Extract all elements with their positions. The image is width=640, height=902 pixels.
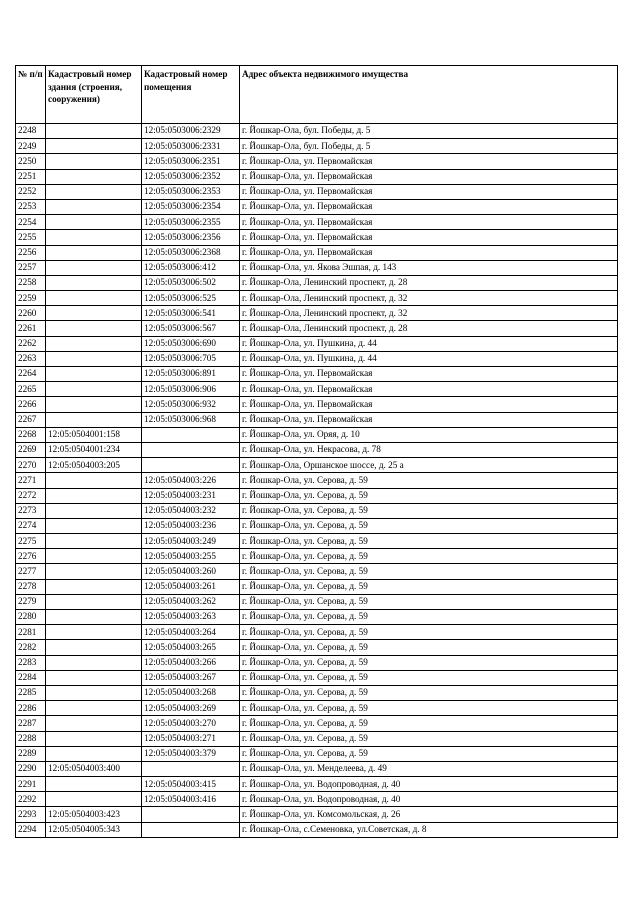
table-row — [16, 534, 618, 549]
building-cadastral-cell — [46, 397, 142, 412]
building-cadastral-cell — [46, 564, 142, 579]
row-number-cell: 2266 — [16, 397, 46, 412]
row-number-cell: 2265 — [16, 382, 46, 397]
table-row — [16, 761, 618, 776]
room-cadastral-cell: 12:05:0504003:267 — [142, 670, 240, 685]
room-cadastral-cell — [142, 458, 240, 473]
address-cell: г. Йошкар-Ола, Оршанское шоссе, д. 25 а — [240, 458, 618, 473]
room-cadastral-cell: 12:05:0504003:232 — [142, 503, 240, 518]
address-cell: г. Йошкар-Ола, ул. Менделеева, д. 49 — [240, 761, 618, 776]
address-cell: г. Йошкар-Ола, бул. Победы, д. 5 — [240, 139, 618, 154]
table-body — [16, 124, 618, 838]
row-number-cell: 2283 — [16, 655, 46, 670]
row-number-cell: 2257 — [16, 260, 46, 275]
row-number-cell: 2252 — [16, 184, 46, 199]
building-cadastral-cell: 12:05:0504001:158 — [46, 427, 142, 442]
row-number-cell: 2263 — [16, 351, 46, 366]
row-number-cell: 2281 — [16, 625, 46, 640]
room-cadastral-cell: 12:05:0504003:236 — [142, 518, 240, 533]
room-cadastral-cell: 12:05:0503006:891 — [142, 367, 240, 382]
building-cadastral-cell — [46, 685, 142, 700]
table-row — [16, 230, 618, 245]
building-cadastral-cell — [46, 184, 142, 199]
address-cell: г. Йошкар-Ола, ул. Некрасова, д. 78 — [240, 442, 618, 457]
row-number-cell: 2292 — [16, 792, 46, 807]
address-cell: г. Йошкар-Ола, ул. Серова, д. 59 — [240, 488, 618, 503]
building-cadastral-cell — [46, 412, 142, 427]
building-cadastral-cell — [46, 534, 142, 549]
room-cadastral-cell: 12:05:0503006:2356 — [142, 230, 240, 245]
row-number-cell: 2293 — [16, 807, 46, 822]
room-cadastral-cell: 12:05:0504003:264 — [142, 625, 240, 640]
building-cadastral-cell: 12:05:0504001:234 — [46, 442, 142, 457]
table-row — [16, 518, 618, 533]
row-number-cell: 2276 — [16, 549, 46, 564]
table-row — [16, 610, 618, 625]
building-cadastral-cell — [46, 154, 142, 169]
building-cadastral-cell — [46, 488, 142, 503]
table-row — [16, 215, 618, 230]
address-cell: г. Йошкар-Ола, ул. Первомайская — [240, 184, 618, 199]
address-cell: г. Йошкар-Ола, ул. Первомайская — [240, 169, 618, 184]
room-cadastral-cell: 12:05:0504003:260 — [142, 564, 240, 579]
row-number-cell: 2253 — [16, 199, 46, 214]
row-number-cell: 2279 — [16, 594, 46, 609]
room-cadastral-cell: 12:05:0503006:690 — [142, 336, 240, 351]
row-number-cell: 2248 — [16, 124, 46, 139]
address-cell: г. Йошкар-Ола, ул. Первомайская — [240, 367, 618, 382]
row-number-cell: 2282 — [16, 640, 46, 655]
table-row — [16, 260, 618, 275]
room-cadastral-cell: 12:05:0503006:932 — [142, 397, 240, 412]
table-row — [16, 670, 618, 685]
address-cell: г. Йошкар-Ола, Ленинский проспект, д. 28 — [240, 275, 618, 290]
building-cadastral-cell — [46, 518, 142, 533]
room-cadastral-cell — [142, 761, 240, 776]
row-number-cell: 2288 — [16, 731, 46, 746]
address-cell: г. Йошкар-Ола, ул. Серова, д. 59 — [240, 746, 618, 761]
building-cadastral-cell — [46, 139, 142, 154]
address-cell: г. Йошкар-Ола, ул. Серова, д. 59 — [240, 670, 618, 685]
building-cadastral-cell — [46, 792, 142, 807]
address-cell: г. Йошкар-Ола, ул. Первомайская — [240, 382, 618, 397]
building-cadastral-cell — [46, 124, 142, 139]
building-cadastral-cell — [46, 625, 142, 640]
room-cadastral-cell: 12:05:0503006:2329 — [142, 124, 240, 139]
table-row — [16, 199, 618, 214]
room-cadastral-cell: 12:05:0504003:271 — [142, 731, 240, 746]
room-cadastral-cell: 12:05:0503006:567 — [142, 321, 240, 336]
room-cadastral-cell: 12:05:0503006:968 — [142, 412, 240, 427]
building-cadastral-cell — [46, 230, 142, 245]
row-number-cell: 2285 — [16, 685, 46, 700]
table-row — [16, 427, 618, 442]
building-cadastral-cell — [46, 701, 142, 716]
row-number-cell: 2249 — [16, 139, 46, 154]
table-row — [16, 488, 618, 503]
address-cell: г. Йошкар-Ола, ул. Первомайская — [240, 230, 618, 245]
room-cadastral-cell: 12:05:0503006:705 — [142, 351, 240, 366]
row-number-cell: 2268 — [16, 427, 46, 442]
address-cell: г. Йошкар-Ола, ул. Первомайская — [240, 199, 618, 214]
building-cadastral-cell — [46, 260, 142, 275]
address-cell: г. Йошкар-Ола, ул. Водопроводная, д. 40 — [240, 792, 618, 807]
room-cadastral-cell: 12:05:0504003:263 — [142, 610, 240, 625]
room-cadastral-cell: 12:05:0503006:2355 — [142, 215, 240, 230]
building-cadastral-cell — [46, 336, 142, 351]
address-cell: г. Йошкар-Ола, ул. Первомайская — [240, 215, 618, 230]
row-number-cell: 2254 — [16, 215, 46, 230]
room-cadastral-cell: 12:05:0504003:261 — [142, 579, 240, 594]
row-number-cell: 2258 — [16, 275, 46, 290]
room-cadastral-cell: 12:05:0503006:2351 — [142, 154, 240, 169]
table-row — [16, 382, 618, 397]
row-number-cell: 2256 — [16, 245, 46, 260]
building-cadastral-cell — [46, 275, 142, 290]
building-cadastral-cell — [46, 215, 142, 230]
address-cell: г. Йошкар-Ола, ул. Серова, д. 59 — [240, 579, 618, 594]
room-cadastral-cell: 12:05:0504003:249 — [142, 534, 240, 549]
building-cadastral-cell — [46, 382, 142, 397]
address-cell: г. Йошкар-Ола, ул. Оряя, д. 10 — [240, 427, 618, 442]
table-row — [16, 397, 618, 412]
table-row — [16, 792, 618, 807]
table-row — [16, 321, 618, 336]
table-row — [16, 625, 618, 640]
table-header-row — [16, 66, 618, 124]
address-cell: г. Йошкар-Ола, ул. Серова, д. 59 — [240, 473, 618, 488]
building-cadastral-cell: 12:05:0504003:400 — [46, 761, 142, 776]
row-number-cell: 2286 — [16, 701, 46, 716]
building-cadastral-cell — [46, 199, 142, 214]
table-row — [16, 777, 618, 792]
table-row — [16, 412, 618, 427]
address-cell: г. Йошкар-Ола, ул. Серова, д. 59 — [240, 564, 618, 579]
row-number-cell: 2272 — [16, 488, 46, 503]
room-cadastral-cell: 12:05:0504003:265 — [142, 640, 240, 655]
building-cadastral-cell — [46, 746, 142, 761]
table-row — [16, 275, 618, 290]
building-cadastral-cell — [46, 367, 142, 382]
room-cadastral-cell: 12:05:0503006:541 — [142, 306, 240, 321]
building-cadastral-cell — [46, 594, 142, 609]
table-row — [16, 822, 618, 837]
table-row — [16, 291, 618, 306]
table-row — [16, 458, 618, 473]
row-number-cell: 2269 — [16, 442, 46, 457]
building-cadastral-cell: 12:05:0504003:205 — [46, 458, 142, 473]
address-cell: г. Йошкар-Ола, ул. Серова, д. 59 — [240, 518, 618, 533]
room-cadastral-cell: 12:05:0504003:226 — [142, 473, 240, 488]
address-cell: г. Йошкар-Ола, ул. Серова, д. 59 — [240, 610, 618, 625]
header-num: № п/п — [16, 66, 46, 124]
building-cadastral-cell — [46, 321, 142, 336]
header-address: Адрес объекта недвижимого имущества — [240, 66, 618, 124]
row-number-cell: 2271 — [16, 473, 46, 488]
row-number-cell: 2294 — [16, 822, 46, 837]
room-cadastral-cell — [142, 427, 240, 442]
room-cadastral-cell — [142, 807, 240, 822]
table-row — [16, 640, 618, 655]
row-number-cell: 2274 — [16, 518, 46, 533]
room-cadastral-cell: 12:05:0504003:270 — [142, 716, 240, 731]
room-cadastral-cell: 12:05:0503006:2352 — [142, 169, 240, 184]
table-row — [16, 473, 618, 488]
registry-table — [15, 65, 618, 838]
table-row — [16, 564, 618, 579]
row-number-cell: 2255 — [16, 230, 46, 245]
building-cadastral-cell — [46, 291, 142, 306]
address-cell: г. Йошкар-Ола, ул. Пушкина, д. 44 — [240, 351, 618, 366]
address-cell: г. Йошкар-Ола, ул. Первомайская — [240, 154, 618, 169]
row-number-cell: 2250 — [16, 154, 46, 169]
address-cell: г. Йошкар-Ола, ул. Серова, д. 59 — [240, 701, 618, 716]
table-row — [16, 336, 618, 351]
table-row — [16, 169, 618, 184]
building-cadastral-cell — [46, 655, 142, 670]
room-cadastral-cell: 12:05:0504003:416 — [142, 792, 240, 807]
row-number-cell: 2284 — [16, 670, 46, 685]
row-number-cell: 2264 — [16, 367, 46, 382]
table-row — [16, 367, 618, 382]
room-cadastral-cell: 12:05:0504003:379 — [142, 746, 240, 761]
building-cadastral-cell — [46, 579, 142, 594]
row-number-cell: 2277 — [16, 564, 46, 579]
address-cell: г. Йошкар-Ола, ул. Якова Эшпая, д. 143 — [240, 260, 618, 275]
row-number-cell: 2270 — [16, 458, 46, 473]
address-cell: г. Йошкар-Ола, ул. Пушкина, д. 44 — [240, 336, 618, 351]
room-cadastral-cell: 12:05:0503006:2331 — [142, 139, 240, 154]
header-building-cadastral: Кадастровый номер здания (строения, сооружения) — [46, 66, 142, 124]
table-row — [16, 579, 618, 594]
building-cadastral-cell — [46, 503, 142, 518]
address-cell: г. Йошкар-Ола, ул. Серова, д. 59 — [240, 716, 618, 731]
row-number-cell: 2273 — [16, 503, 46, 518]
table-row — [16, 503, 618, 518]
table-row — [16, 716, 618, 731]
row-number-cell: 2260 — [16, 306, 46, 321]
row-number-cell: 2262 — [16, 336, 46, 351]
address-cell: г. Йошкар-Ола, ул. Серова, д. 59 — [240, 549, 618, 564]
building-cadastral-cell — [46, 731, 142, 746]
table-row — [16, 594, 618, 609]
room-cadastral-cell: 12:05:0503006:906 — [142, 382, 240, 397]
row-number-cell: 2259 — [16, 291, 46, 306]
building-cadastral-cell — [46, 777, 142, 792]
address-cell: г. Йошкар-Ола, ул. Первомайская — [240, 412, 618, 427]
building-cadastral-cell — [46, 306, 142, 321]
row-number-cell: 2261 — [16, 321, 46, 336]
address-cell: г. Йошкар-Ола, ул. Первомайская — [240, 397, 618, 412]
address-cell: г. Йошкар-Ола, бул. Победы, д. 5 — [240, 124, 618, 139]
address-cell: г. Йошкар-Ола, с.Семеновка, ул.Советская, д. 8 — [240, 822, 618, 837]
address-cell: г. Йошкар-Ола, Ленинский проспект, д. 32 — [240, 291, 618, 306]
room-cadastral-cell: 12:05:0503006:2353 — [142, 184, 240, 199]
building-cadastral-cell — [46, 245, 142, 260]
table-row — [16, 549, 618, 564]
building-cadastral-cell: 12:05:0504005:343 — [46, 822, 142, 837]
building-cadastral-cell: 12:05:0504003:423 — [46, 807, 142, 822]
table-row — [16, 731, 618, 746]
address-cell: г. Йошкар-Ола, ул. Серова, д. 59 — [240, 640, 618, 655]
row-number-cell: 2278 — [16, 579, 46, 594]
table-row — [16, 124, 618, 139]
address-cell: г. Йошкар-Ола, ул. Первомайская — [240, 245, 618, 260]
building-cadastral-cell — [46, 716, 142, 731]
room-cadastral-cell — [142, 442, 240, 457]
header-room-cadastral: Кадастровый номер помещения — [142, 66, 240, 124]
row-number-cell: 2275 — [16, 534, 46, 549]
address-cell: г. Йошкар-Ола, Ленинский проспект, д. 32 — [240, 306, 618, 321]
address-cell: г. Йошкар-Ола, Ленинский проспект, д. 28 — [240, 321, 618, 336]
address-cell: г. Йошкар-Ола, ул. Серова, д. 59 — [240, 625, 618, 640]
row-number-cell: 2251 — [16, 169, 46, 184]
table-row — [16, 701, 618, 716]
row-number-cell: 2290 — [16, 761, 46, 776]
room-cadastral-cell: 12:05:0503006:2368 — [142, 245, 240, 260]
room-cadastral-cell: 12:05:0504003:266 — [142, 655, 240, 670]
room-cadastral-cell: 12:05:0503006:2354 — [142, 199, 240, 214]
address-cell: г. Йошкар-Ола, ул. Серова, д. 59 — [240, 503, 618, 518]
row-number-cell: 2289 — [16, 746, 46, 761]
address-cell: г. Йошкар-Ола, ул. Комсомольская, д. 26 — [240, 807, 618, 822]
table-row — [16, 245, 618, 260]
address-cell: г. Йошкар-Ола, ул. Серова, д. 59 — [240, 731, 618, 746]
row-number-cell: 2291 — [16, 777, 46, 792]
row-number-cell: 2267 — [16, 412, 46, 427]
building-cadastral-cell — [46, 610, 142, 625]
room-cadastral-cell — [142, 822, 240, 837]
row-number-cell: 2280 — [16, 610, 46, 625]
room-cadastral-cell: 12:05:0504003:269 — [142, 701, 240, 716]
address-cell: г. Йошкар-Ола, ул. Водопроводная, д. 40 — [240, 777, 618, 792]
row-number-cell: 2287 — [16, 716, 46, 731]
room-cadastral-cell: 12:05:0503006:502 — [142, 275, 240, 290]
building-cadastral-cell — [46, 169, 142, 184]
address-cell: г. Йошкар-Ола, ул. Серова, д. 59 — [240, 685, 618, 700]
room-cadastral-cell: 12:05:0504003:268 — [142, 685, 240, 700]
table-row — [16, 184, 618, 199]
building-cadastral-cell — [46, 351, 142, 366]
table-row — [16, 154, 618, 169]
address-cell: г. Йошкар-Ола, ул. Серова, д. 59 — [240, 655, 618, 670]
table-row — [16, 807, 618, 822]
table-row — [16, 306, 618, 321]
building-cadastral-cell — [46, 473, 142, 488]
room-cadastral-cell: 12:05:0504003:255 — [142, 549, 240, 564]
table-row — [16, 685, 618, 700]
building-cadastral-cell — [46, 670, 142, 685]
table-row — [16, 351, 618, 366]
table-row — [16, 139, 618, 154]
room-cadastral-cell: 12:05:0503006:525 — [142, 291, 240, 306]
address-cell: г. Йошкар-Ола, ул. Серова, д. 59 — [240, 534, 618, 549]
table-row — [16, 442, 618, 457]
building-cadastral-cell — [46, 549, 142, 564]
table-row — [16, 746, 618, 761]
room-cadastral-cell: 12:05:0503006:412 — [142, 260, 240, 275]
building-cadastral-cell — [46, 640, 142, 655]
room-cadastral-cell: 12:05:0504003:415 — [142, 777, 240, 792]
table-row — [16, 655, 618, 670]
room-cadastral-cell: 12:05:0504003:262 — [142, 594, 240, 609]
room-cadastral-cell: 12:05:0504003:231 — [142, 488, 240, 503]
address-cell: г. Йошкар-Ола, ул. Серова, д. 59 — [240, 594, 618, 609]
